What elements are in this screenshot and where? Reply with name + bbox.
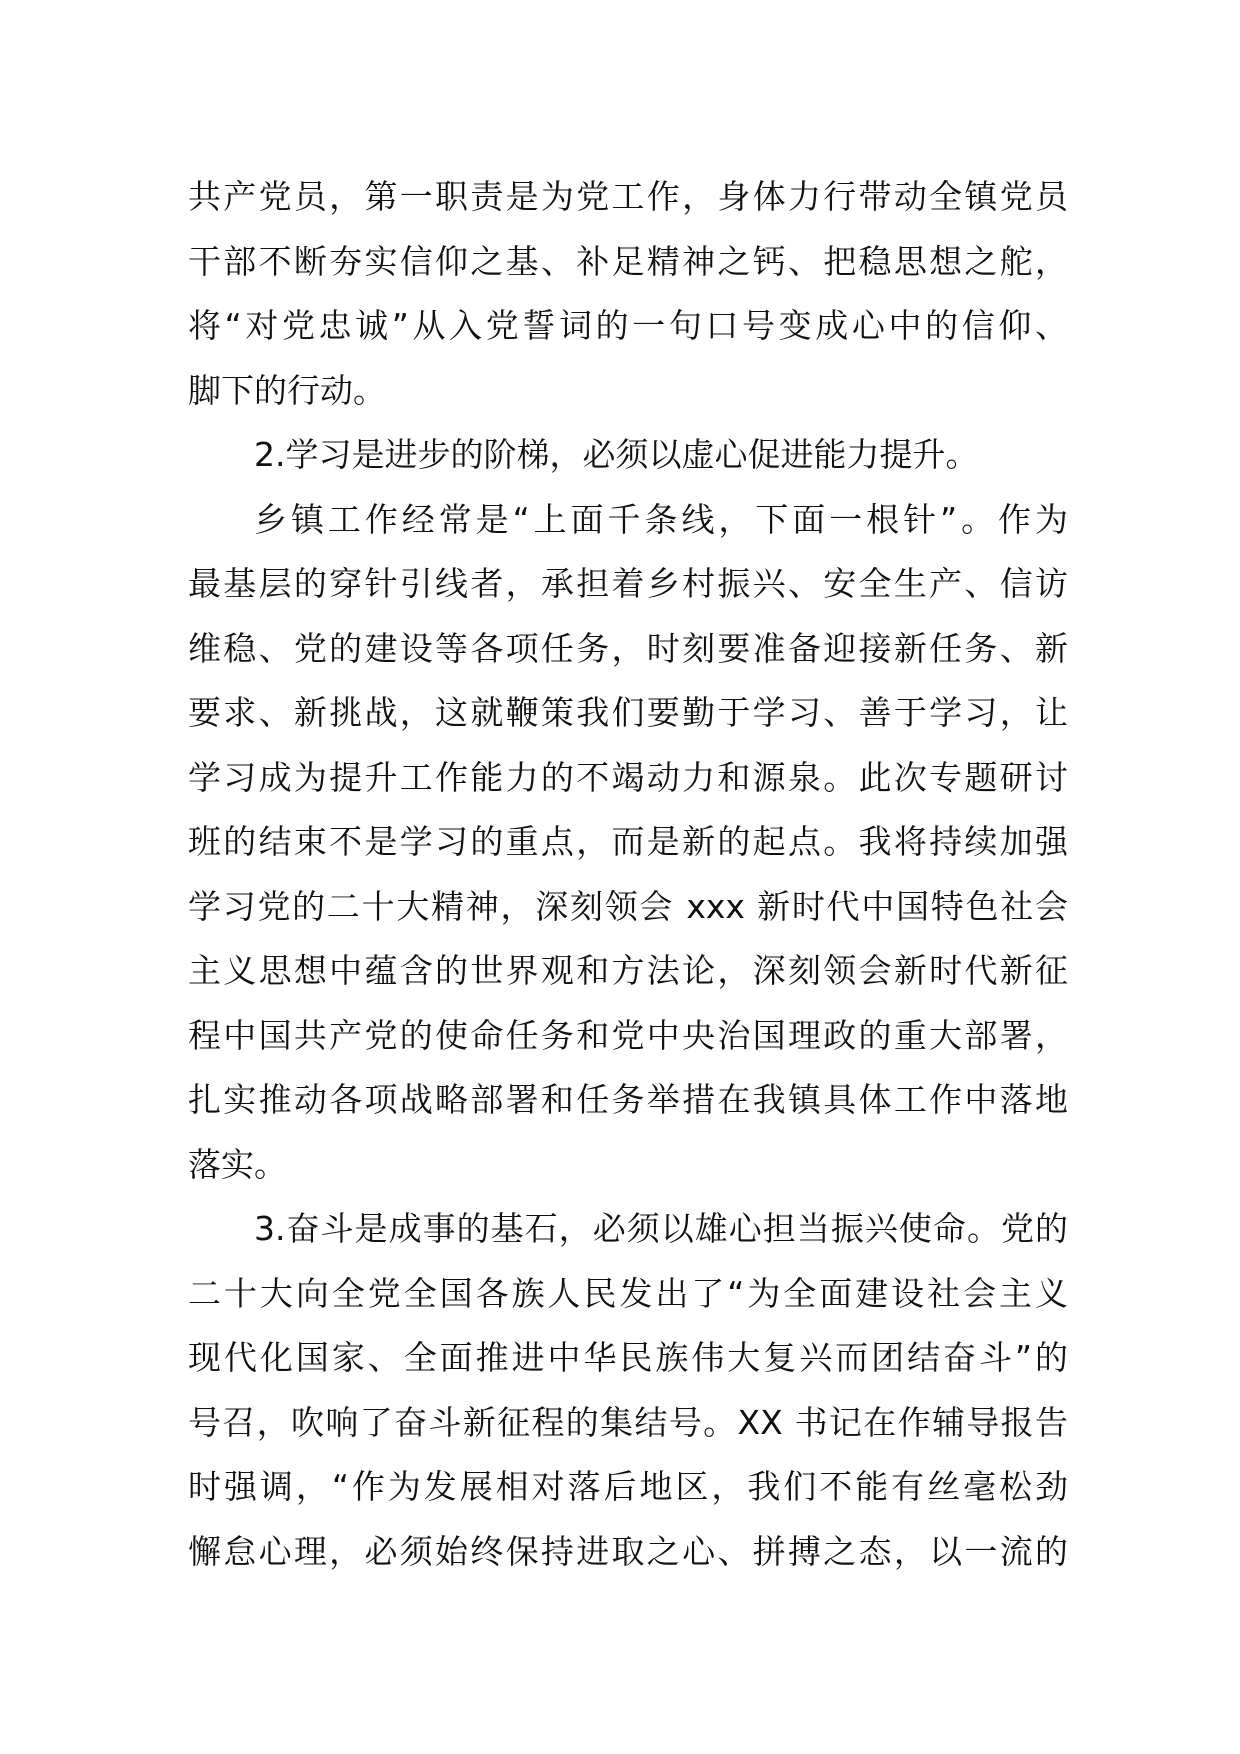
text-line: 将“对党忠诚”从入党誓词的一句口号变成心中的信仰、 [188,306,1068,345]
text-line: 号召，吹响了奋斗新征程的集结号。XX 书记在作辅导报告 [188,1402,1068,1442]
text-line: 乡镇工作经常是“上面千条线，下面一根针”。作为 [254,499,1068,539]
text-line: 最基层的穿针引线者，承担着乡村振兴、安全生产、信访 [188,564,1068,603]
text-line: 2.学习是进步的阶梯，必须以虚心促进能力提升。 [254,435,979,474]
text-line: 懈怠心理，必须始终保持进取之心、拼搏之态，以一流的 [188,1531,1068,1571]
text-line: 时强调，“作为发展相对落后地区，我们不能有丝毫松劲 [188,1467,1068,1506]
text-line: 扎实推动各项战略部署和任务举措在我镇具体工作中落地 [188,1080,1068,1119]
body-text [188,165,1068,1584]
text-line: 主义思想中蕴含的世界观和方法论，深刻领会新时代新征 [188,951,1068,990]
text-line: 脚下的行动。 [188,370,386,410]
text-line: 学习成为提升工作能力的不竭动力和源泉。此次专题研讨 [188,757,1068,797]
text-line: 二十大向全党全国各族人民发出了“为全面建设社会主义 [188,1273,1068,1313]
text-line: 落实。 [188,1144,287,1184]
text-line: 学习党的二十大精神，深刻领会 xxx 新时代中国特色社会 [188,886,1068,926]
text-line: 程中国共产党的使命任务和党中央治国理政的重大部署， [188,1015,1068,1055]
text-line: 现代化国家、全面推进中华民族伟大复兴而团结奋斗”的 [188,1338,1068,1377]
text-line: 要求、新挑战，这就鞭策我们要勤于学习、善于学习，让 [188,693,1068,732]
text-line: 班的结束不是学习的重点，而是新的起点。我将持续加强 [188,822,1068,861]
text-line: 干部不断夯实信仰之基、补足精神之钙、把稳思想之舵， [188,241,1068,281]
text-line: 共产党员，第一职责是为党工作，身体力行带动全镇党员 [188,177,1068,216]
text-line: 3.奋斗是成事的基石，必须以雄心担当振兴使命。党的 [254,1209,1068,1248]
text-line: 维稳、党的建设等各项任务，时刻要准备迎接新任务、新 [188,628,1068,668]
